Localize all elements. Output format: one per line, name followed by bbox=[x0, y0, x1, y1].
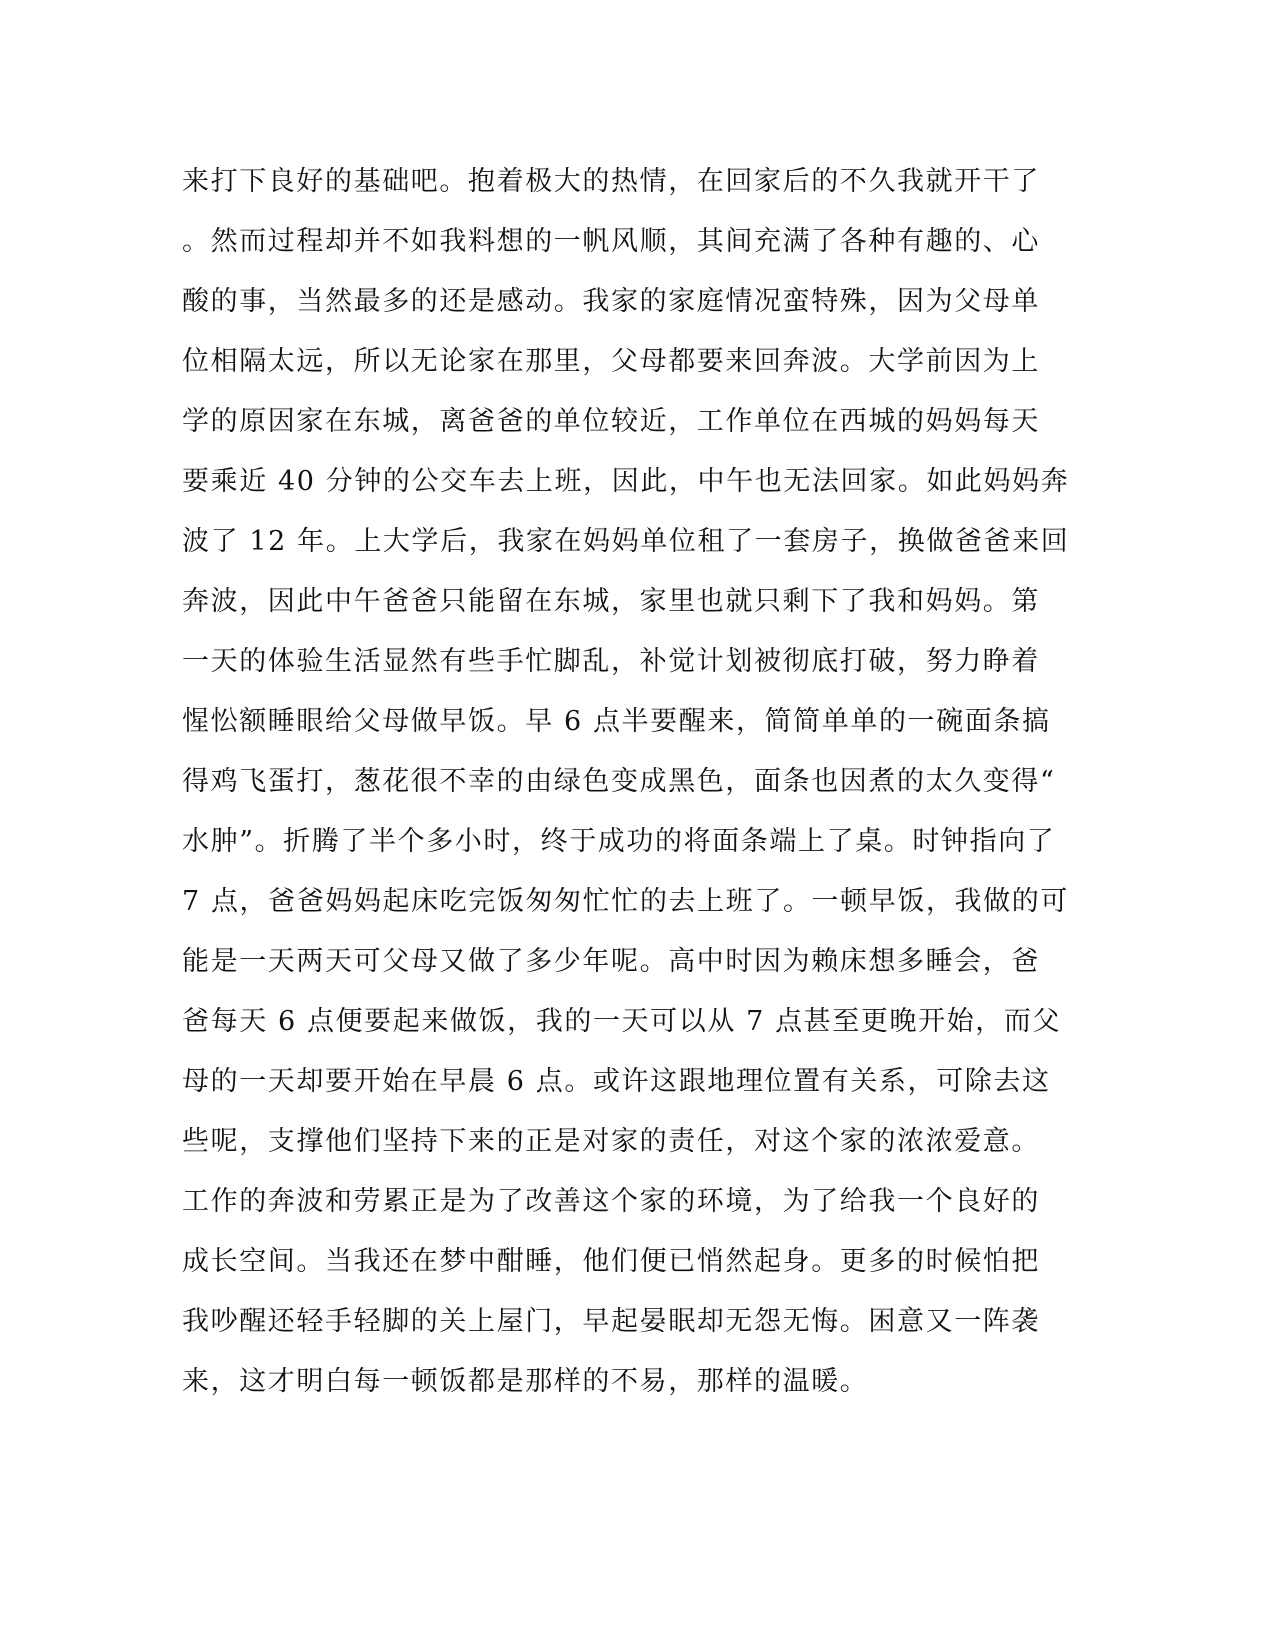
text-line: 些呢，支撑他们坚持下来的正是对家的责任，对这个家的浓浓爱意。 bbox=[182, 1126, 1040, 1157]
text-line: 水肿”。折腾了半个多小时，终于成功的将面条端上了桌。时钟指向了 bbox=[182, 826, 1056, 857]
text-line: 酸的事，当然最多的还是感动。我家的家庭情况蛮特殊，因为父母单 bbox=[182, 286, 1040, 317]
text-line: 奔波，因此中午爸爸只能留在东城，家里也就只剩下了我和妈妈。第 bbox=[182, 586, 1040, 617]
text-line: 我吵醒还轻手轻脚的关上屋门，早起晏眠却无怨无悔。困意又一阵袭 bbox=[182, 1306, 1040, 1337]
text-line: 7 点，爸爸妈妈起床吃完饭匆匆忙忙的去上班了。一顿早饭，我做的可 bbox=[182, 886, 1069, 917]
text-line: 得鸡飞蛋打，葱花很不幸的由绿色变成黑色，面条也因煮的太久变得“ bbox=[182, 766, 1056, 797]
text-line: 波了 12 年。上大学后，我家在妈妈单位租了一套房子，换做爸爸来回 bbox=[182, 526, 1070, 557]
text-line: 爸每天 6 点便要起来做饭，我的一天可以从 7 点甚至更晚开始，而父 bbox=[182, 1006, 1062, 1037]
text-line: 。然而过程却并不如我料想的一帆风顺，其间充满了各种有趣的、心 bbox=[182, 226, 1040, 257]
text-line: 学的原因家在东城，离爸爸的单位较近，工作单位在西城的妈妈每天 bbox=[182, 406, 1040, 437]
text-line: 惺忪额睡眼给父母做早饭。早 6 点半要醒来，简简单单的一碗面条搞 bbox=[182, 706, 1051, 737]
body-text bbox=[182, 162, 1070, 1422]
text-line: 位相隔太远，所以无论家在那里，父母都要来回奔波。大学前因为上 bbox=[182, 346, 1040, 377]
text-line: 要乘近 40 分钟的公交车去上班，因此，中午也无法回家。如此妈妈奔 bbox=[182, 466, 1070, 497]
text-line: 母的一天却要开始在早晨 6 点。或许这跟地理位置有关系，可除去这 bbox=[182, 1066, 1051, 1097]
text-line: 来打下良好的基础吧。抱着极大的热情，在回家后的不久我就开干了 bbox=[182, 166, 1040, 197]
text-line: 一天的体验生活显然有些手忙脚乱，补觉计划被彻底打破，努力睁着 bbox=[182, 646, 1040, 677]
text-line: 成长空间。当我还在梦中酣睡，他们便已悄然起身。更多的时候怕把 bbox=[182, 1246, 1040, 1277]
text-line: 工作的奔波和劳累正是为了改善这个家的环境，为了给我一个良好的 bbox=[182, 1186, 1040, 1217]
text-line: 来，这才明白每一顿饭都是那样的不易，那样的温暖。 bbox=[182, 1366, 869, 1397]
text-line: 能是一天两天可父母又做了多少年呢。高中时因为赖床想多睡会，爸 bbox=[182, 946, 1040, 977]
